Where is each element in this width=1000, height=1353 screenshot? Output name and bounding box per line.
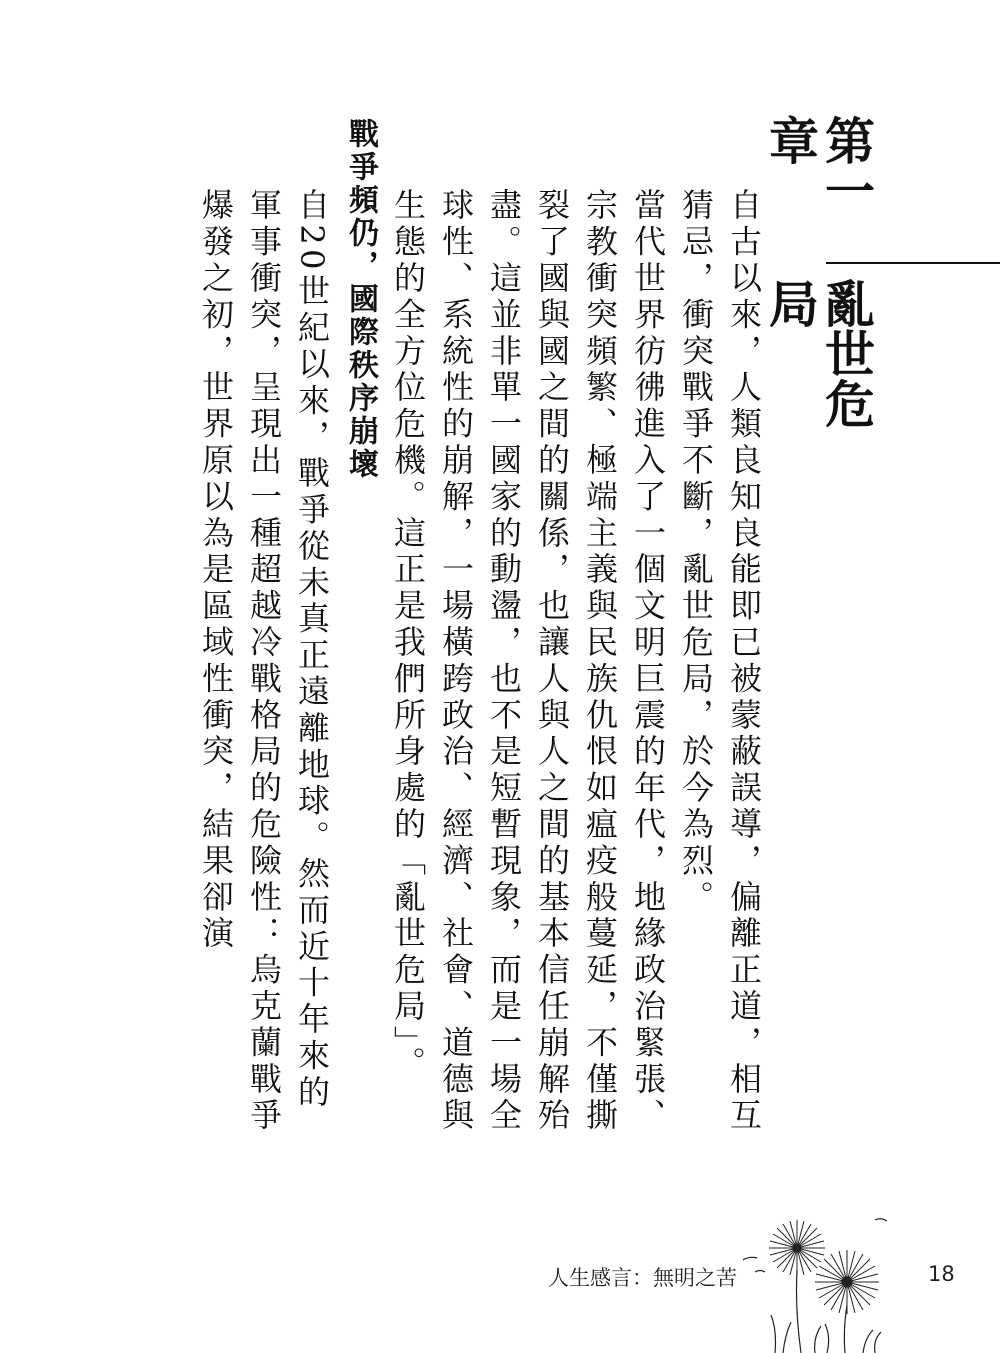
body-text bbox=[197, 118, 768, 1138]
paragraph-3: 自20世紀以來，戰爭從未真正遠離地球。然而近十年來的軍事衝突，呈現出一種超越冷戰格局的危險性：烏克蘭戰爭爆發之初，世界原以為是區域性衝突，結果卻演 bbox=[197, 188, 331, 1135]
paragraph-1: 自古以來，人類良知良能即已被蒙蔽誤導，偏離正道，相互猜忌，衝突戰爭不斷，亂世危局，於今為烈。 bbox=[677, 188, 763, 1135]
paragraph-2: 當代世界彷彿進入了一個文明巨震的年代，地緣政治緊張、宗教衝突頻繁、極端主義與民族仇恨如瘟疫般蔓延，不僅撕裂了國與國之間的關係，也讓人與人之間的基本信任崩解殆盡。這並非單一國家的動盪，也不是短暫現象，而是一場全球性、系統性的崩解，一場橫跨政治、經濟、社會、道德與生態的全方位危機。這正是我們所身處的「亂世危局」。 bbox=[389, 188, 667, 1135]
chapter-divider bbox=[826, 262, 1000, 264]
section-subheading: 戰爭頻仍，國際秩序崩壞 bbox=[343, 118, 378, 481]
chapter-title: 亂世危局 bbox=[761, 278, 875, 428]
dandelion-illustration-icon bbox=[735, 1200, 915, 1353]
chapter-number: 第一章 bbox=[761, 115, 875, 215]
page-number: 18 bbox=[928, 1262, 955, 1286]
running-footer-title: 人生感言：無明之苦 bbox=[548, 1266, 737, 1290]
